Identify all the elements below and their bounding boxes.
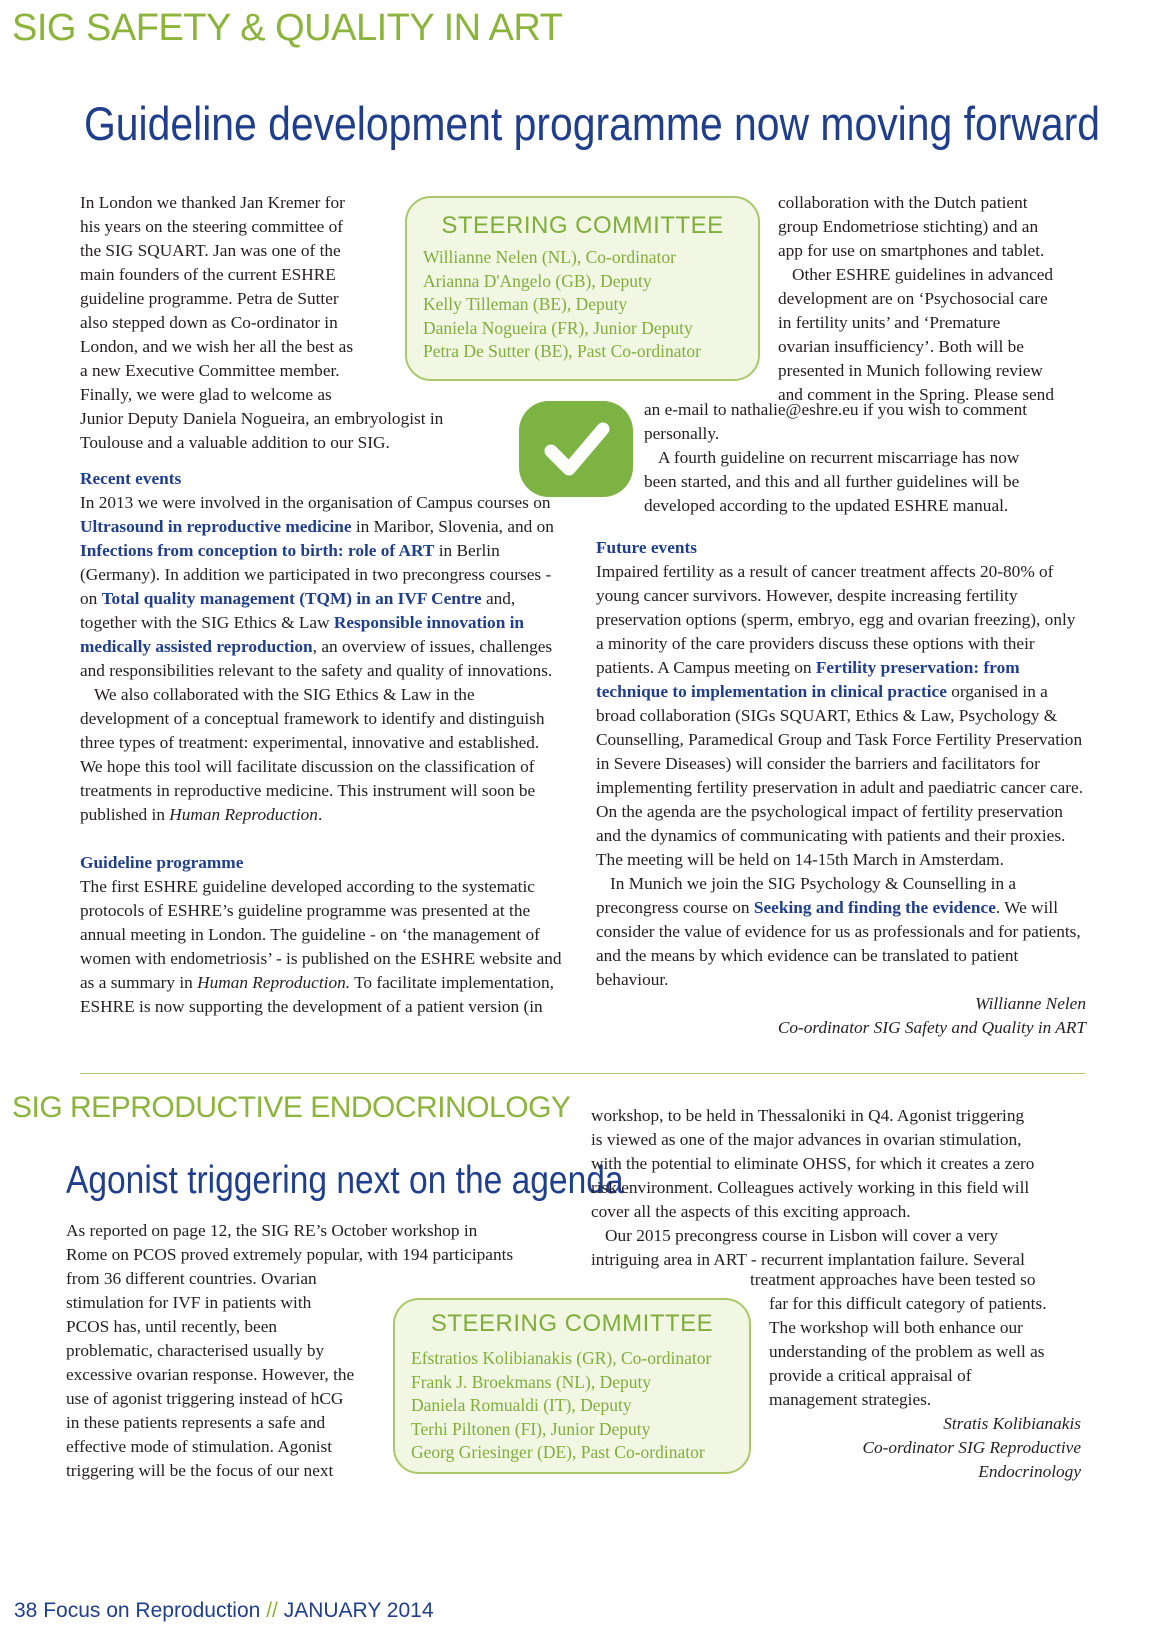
section-label-reproductive-endocrinology: SIG REPRODUCTIVE ENDOCRINOLOGY [12,1091,571,1124]
headline-agonist: Agonist triggering next on the agenda [66,1159,624,1202]
steering-committee-box-re [393,1298,751,1474]
paragraph-future-events: Impaired fertility as a result of cancer treatment affects 20-80% of young cancer survivors. However, despite increasing fertility preservation options (sperm, embryo, egg and ovarian freezing), only a minority of the care providers discuss these options with their patients. A Campus meeting on Fertility preservation: from technique to implementation in clinical practice organised in a broad collaboration (SIGs SQUART, Ethics & Law, Psychology & Counselling, Paramedical Group and Task Force Fertility Preservation in Severe Diseases) will consider the barriers and facilitators for implementing fertility preservation in adult and paediatric cancer care. On the agenda are the psychological impact of fertility preservation and the dynamics of communicating with patients and their proxies. The meeting will be held on 14-15th March in Amsterdam. [596,562,1084,869]
signature-name-re: Stratis Kolibianakis [943,1414,1081,1433]
committee-member: Georg Griesinger (DE), Past Co-ordinator [411,1442,705,1462]
bottom-intro-full: As reported on page 12, the SIG RE’s October workshop in Rome on PCOS proved extremely popular, with 194 participants [66,1221,514,1264]
signature-role-re-2: Endocrinology [978,1462,1081,1481]
signature-name: Willianne Nelen [975,994,1086,1013]
bottom-right-full: workshop, to be held in Thessaloniki in Q4. Agonist triggering is viewed as one of the major advances in ovarian stimulation, with the potential to eliminate OHSS, for which it creates a zero risk environment. Colleagues actively working in this field will cover all the aspects of this exciting approach. Our 2015 precongress course in Lisbon will cover a very intriguing area in ART - recurrent implantation failure. Several [591,1106,1035,1269]
headline-guideline: Guideline development programme now moving forward [84,97,1100,150]
intro-text: In London we thanked Jan Kremer for his years on the steering committee of the SIG SQUART. Jan was one of the main founders of the current ESHRE guideline programme. Petra de Sutter also stepped down as Co-ordinator in London, and we wish her all the best as a new Executive Committee member. Finally, we were glad to welcome as Junior Deputy Daniela Nogueira, an embryologist in Toulouse and a valuable addition to our SIG. [80,193,444,452]
page-footer [14,1597,434,1625]
page-number: 38 [14,1599,38,1622]
steering-committee-box [405,196,760,381]
steering-committee-title-re: STEERING COMMITTEE [430,1310,714,1337]
publication-name: Focus on Reproduction [43,1599,261,1622]
committee-member: Daniela Romualdi (IT), Deputy [411,1395,632,1415]
committee-member: Kelly Tilleman (BE), Deputy [423,294,628,314]
paragraph-guideline-programme: The first ESHRE guideline developed according to the systematic protocols of ESHRE’s guideline programme was presented at the annual meeting in London. The guideline - on ‘the management of women with endometriosis’ - is published on the ESHRE website and as a summary in Human Reproduction. To facilitate implementation, ESHRE is now supporting the development of a patient version (in [80,877,562,1016]
section-divider [80,1073,1085,1074]
committee-member: Frank J. Broekmans (NL), Deputy [411,1371,652,1392]
committee-member: Willianne Nelen (NL), Co-ordinator [423,247,676,267]
heading-guideline-programme: Guideline programme [80,853,244,872]
right-column-mid: an e-mail to nathalie@eshre.eu if you wish to comment personally. A fourth guideline on recurrent miscarriage has now been started, and this and all further guidelines will be developed according to the updated ESHRE manual. [644,400,1028,515]
paragraph-recent-events: In 2013 we were involved in the organisation of Campus courses on Ultrasound in reproductive medicine in Maribor, Slovenia, and on Infections from conception to birth: role of ART in Berlin (Germany). In addition we participated in two precongress courses - on Total quality management (TQM) in an IVF Centre and, together with the SIG Ethics & Law Responsible innovation in medically assisted reproduction, an overview of issues, challenges and responsibilities relevant to the safety and quality of innovations. [80,493,554,680]
committee-member: Terhi Piltonen (FI), Junior Deputy [411,1418,651,1439]
committee-member: Arianna D'Angelo (GB), Deputy [423,270,652,291]
heading-future-events: Future events [596,538,697,557]
heading-recent-events: Recent events [80,469,182,488]
bottom-right-narrow: treatment approaches have been tested so [750,1270,1036,1289]
right-column-upper: collaboration with the Dutch patient group Endometriose stichting) and an app for use on smartphones and tablet. Other ESHRE guidelines in advanced development are on ‘Psychosocial care in fertility units’ and ‘Premature ovarian insufficiency’. Both will be presented in Munich following review and comment in the Spring. Please send [778,193,1054,404]
bottom-intro-narrow: from 36 different countries. Ovarian stimulation for IVF in patients with PCOS has, until recently, been problematic, characterised usually by excessive ovarian response. However, the use of agonist triggering instead of hCG in these patients represents a safe and effective mode of stimulation. Agonist triggering will be the focus of our next [66,1269,355,1480]
signature-role-re: Co-ordinator SIG Reproductive [862,1438,1081,1457]
left-column-body [80,467,565,1019]
committee-member: Efstratios Kolibianakis (GR), Co-ordinator [411,1348,712,1368]
right-column-future [596,536,1086,1040]
committee-member: Petra De Sutter (BE), Past Co-ordinator [423,341,702,361]
committee-member: Daniela Nogueira (FR), Junior Deputy [423,317,693,338]
paragraph-framework: We also collaborated with the SIG Ethics & Law in the development of a conceptual framework to identify and distinguish three types of treatment: experimental, innovative and established. We hope this tool will facilitate discussion on the classification of treatments in reproductive medicine. This instrument will soon be published in Human Reproduction. [80,685,545,824]
bottom-right-narrow-2: far for this difficult category of patients. The workshop will both enhance our understanding of the problem as well as provide a critical appraisal of management strategies. Stratis Kolibianakis Co-ordinator SIG Reproductive Endocrinology [769,1292,1081,1484]
section-label-safety-quality: SIG SAFETY & QUALITY IN ART [12,7,563,49]
paragraph-munich: In Munich we join the SIG Psychology & Counselling in a precongress course on Seeking and finding the evidence. We will consider the value of evidence for us as professionals and for patients, and the means by which evidence can be translated to patient behaviour. [596,874,1081,989]
issue-date: JANUARY 2014 [283,1599,434,1622]
signature-role: Co-ordinator SIG Safety and Quality in ART [777,1018,1086,1037]
footer-separator: // [266,1599,278,1622]
steering-committee-title: STEERING COMMITTEE [441,212,724,239]
